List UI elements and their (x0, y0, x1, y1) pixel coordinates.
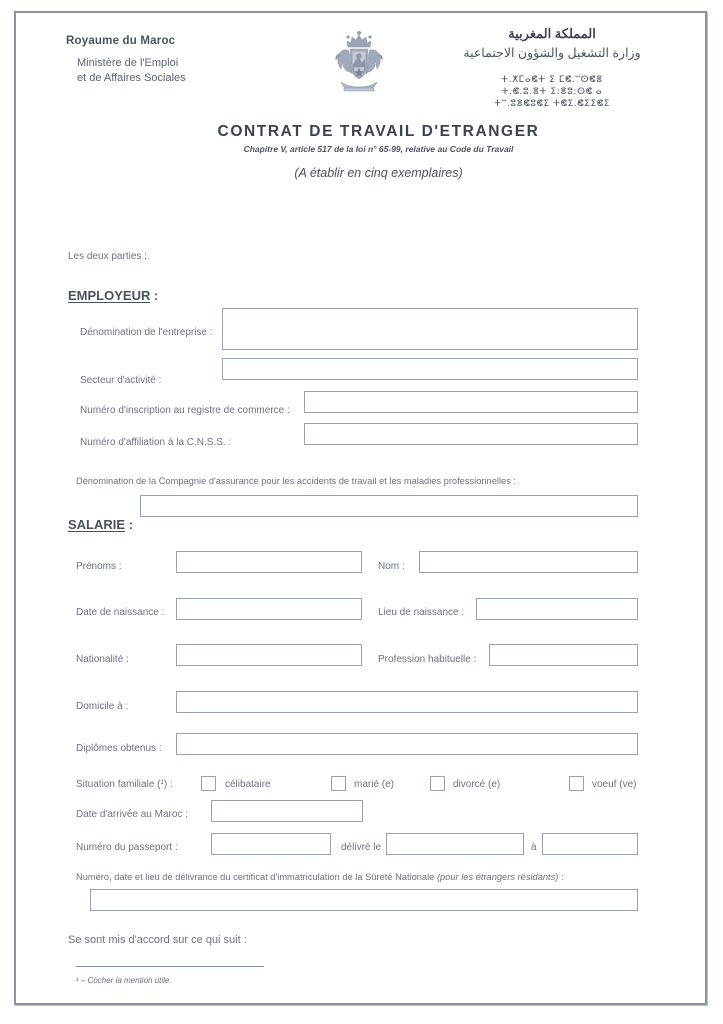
label-marie: marié (e) (354, 779, 395, 790)
tifinagh-line-2: ⵜ.ⵞ.ⵓ.ⴻⵜ ⵉ:ⴻⵓ:ⵙⵞ ⴰ (501, 87, 603, 97)
label-domicile: Domicile à : (76, 701, 129, 712)
label-immatriculation-part1: Numéro, date et lieu de délivrance du certificat d'immatriculation de la Sûreté Nationale (76, 872, 437, 882)
form-body (16, 13, 705, 1003)
section-employer (68, 288, 158, 303)
section-employee (68, 517, 133, 532)
section-employer-title: EMPLOYEUR (68, 288, 151, 303)
label-nom: Nom : (378, 561, 405, 572)
input-delivre-le[interactable] (386, 833, 524, 855)
input-secteur-activite[interactable] (222, 358, 638, 380)
label-secteur-activite: Secteur d'activité : (80, 375, 162, 386)
label-cnss: Numéro d'affiliation à la C.N.S.S. : (80, 437, 232, 448)
label-date-arrivee-maroc: Date d'arrivée au Maroc : (76, 809, 188, 820)
tifinagh-line-3: ⵜⵯ.ⵓⴻⵞⵓⵞⵉ ⵜⵞⵉ.ⵞⵉⵉⵞⵉ (494, 99, 610, 109)
input-denomination-entreprise[interactable] (222, 308, 638, 350)
label-denomination-entreprise: Dénomination de l'entreprise : (80, 327, 213, 338)
ministry-title-ar: وزارة التشغيل والشؤون الاجتماعية (463, 46, 641, 60)
label-registre-commerce: Numéro d'inscription au registre de commerce : (80, 405, 290, 416)
checkbox-marie[interactable] (331, 776, 346, 791)
checkbox-celibataire[interactable] (201, 776, 216, 791)
label-profession-habituelle: Profession habituelle : (378, 654, 477, 665)
input-lieu-naissance[interactable] (476, 598, 638, 620)
input-prenoms[interactable] (176, 551, 362, 573)
label-lieu-naissance: Lieu de naissance : (378, 607, 465, 618)
ministry-line-1: Ministère de l'Emploi (77, 57, 179, 69)
tifinagh-line-1: ⵜ.ⵅⵎⴰⵞⵜ ⵉ ⵎⵞ.ⵯⵙⵞⴻ (501, 75, 603, 85)
label-nationalite: Nationalité : (76, 654, 129, 665)
input-diplomes[interactable] (176, 733, 638, 755)
page-inner (16, 13, 705, 1003)
input-numero-passeport[interactable] (211, 833, 331, 855)
input-nom[interactable] (419, 551, 638, 573)
input-date-naissance[interactable] (176, 598, 362, 620)
label-voeuf: voeuf (ve) (592, 779, 637, 790)
kingdom-title-fr: Royaume du Maroc (66, 35, 176, 47)
checkbox-voeuf[interactable] (569, 776, 584, 791)
label-celibataire: célibataire (225, 779, 271, 790)
section-employer-colon: : (150, 288, 159, 303)
label-immatriculation-part3: : (558, 872, 564, 882)
input-date-arrivee-maroc[interactable] (211, 800, 363, 822)
section-employee-colon: : (125, 517, 134, 532)
label-situation-familiale: Situation familiale (¹) : (76, 779, 173, 790)
section-employee-title: SALARIE (68, 517, 126, 532)
label-delivre-a: à (531, 842, 537, 853)
input-nationalite[interactable] (176, 644, 362, 666)
input-cnss[interactable] (304, 423, 638, 445)
label-diplomes: Diplômes obtenus : (76, 743, 162, 754)
label-numero-passeport: Numéro du passeport : (76, 842, 178, 853)
input-compagnie-assurance[interactable] (140, 495, 638, 517)
footnote-text: ¹ – Cocher la mention utile. (76, 976, 172, 985)
label-immatriculation-part2: (pour les étrangers résidants) (436, 872, 559, 882)
document-legal-reference: Chapitre V, article 517 de la loi n° 65-99, relative au Code du Travail (243, 144, 514, 154)
input-registre-commerce[interactable] (304, 391, 638, 413)
checkbox-divorce[interactable] (430, 776, 445, 791)
input-domicile[interactable] (176, 691, 638, 713)
document-title: CONTRAT DE TRAVAIL D'ETRANGER (217, 123, 540, 140)
document-copies-note: (A établir en cinq exemplaires) (294, 166, 463, 180)
parties-label: Les deux parties : (68, 251, 147, 262)
label-divorce: divorcé (e) (453, 779, 501, 790)
agreement-text: Se sont mis d'accord sur ce qui suit : (68, 934, 247, 946)
label-immatriculation (76, 871, 564, 883)
footnote-divider (76, 966, 264, 967)
ministry-line-2: et de Affaires Sociales (77, 72, 186, 84)
kingdom-title-ar: المملكة المغربية (508, 26, 596, 41)
input-profession-habituelle[interactable] (489, 644, 638, 666)
label-delivre-le: délivré le (341, 842, 382, 853)
input-delivre-a[interactable] (542, 833, 638, 855)
label-compagnie-assurance: Dénomination de la Compagnie d'assurance pour les accidents de travail et les maladies professionnelles : (76, 476, 517, 486)
document-page (14, 11, 707, 1005)
label-date-naissance: Date de naissance : (76, 607, 165, 618)
input-immatriculation[interactable] (90, 889, 638, 911)
label-prenoms: Prénoms : (76, 561, 122, 572)
